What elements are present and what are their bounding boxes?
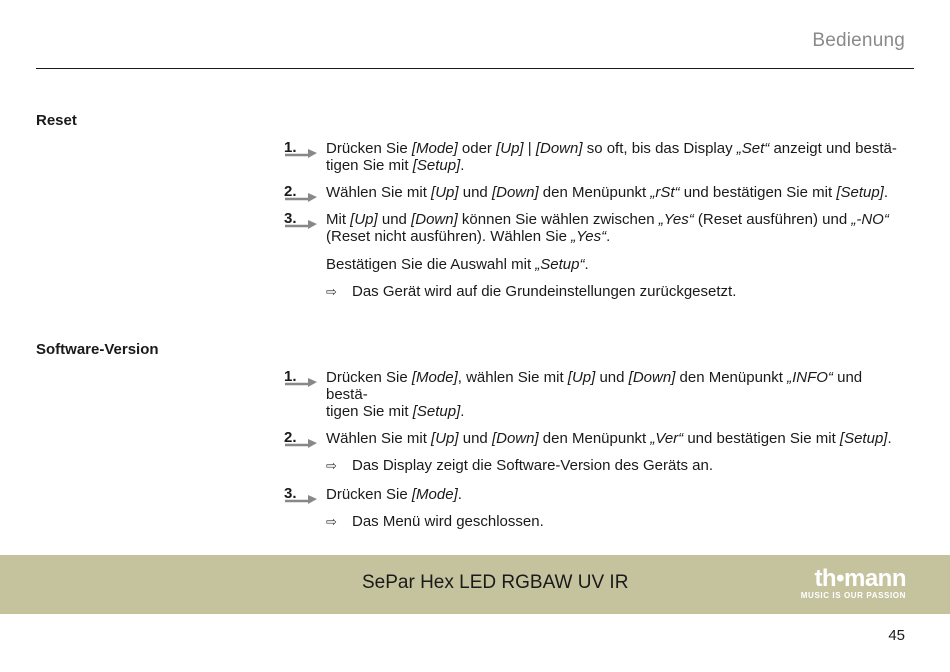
logo-tagline: MUSIC IS OUR PASSION bbox=[800, 591, 906, 600]
step-number-label: 2. bbox=[284, 183, 297, 200]
result-line bbox=[284, 513, 904, 530]
result-arrow-icon: ⇨ bbox=[326, 458, 337, 473]
footer-band bbox=[0, 555, 950, 614]
confirm-text: Bestätigen Sie die Auswahl mit „Setup“. bbox=[326, 256, 589, 273]
step bbox=[284, 140, 904, 174]
step-text: Drücken Sie [Mode]. bbox=[326, 486, 462, 503]
step bbox=[284, 184, 904, 201]
step-number-label: 3. bbox=[284, 210, 297, 227]
step-number-label: 1. bbox=[284, 368, 297, 385]
step-text: Drücken Sie [Mode] oder [Up] | [Down] so oft, bis das Display „Set“ anzeigt und bestä- tigen Sie mit [Setup]. bbox=[326, 140, 897, 174]
step-arrow-icon bbox=[285, 192, 317, 202]
step-number-label: 2. bbox=[284, 429, 297, 446]
step-number bbox=[284, 429, 316, 446]
step bbox=[284, 486, 904, 503]
section-title-software-version: Software-Version bbox=[36, 341, 159, 358]
step-arrow-icon bbox=[285, 494, 317, 504]
result-text: Das Display zeigt die Software-Version des Geräts an. bbox=[352, 457, 714, 474]
software-steps bbox=[284, 369, 904, 530]
step-arrow-icon bbox=[285, 438, 317, 448]
result-text: Das Gerät wird auf die Grundeinstellungen zurückgesetzt. bbox=[352, 283, 737, 300]
page-header-title: Bedienung bbox=[812, 30, 905, 51]
step-text: Mit [Up] und [Down] können Sie wählen zwischen „Yes“ (Reset ausführen) und „-NO“ (Reset nicht ausführen). Wählen Sie „Yes“. bbox=[326, 211, 889, 245]
step-arrow-icon bbox=[285, 377, 317, 387]
result-line bbox=[284, 283, 904, 300]
result-arrow-icon: ⇨ bbox=[326, 514, 337, 529]
result-line bbox=[284, 457, 904, 474]
step-text: Drücken Sie [Mode], wählen Sie mit [Up] und [Down] den Menüpunkt „INFO“ und bestä- tigen Sie mit [Setup]. bbox=[326, 369, 863, 420]
step-number bbox=[284, 183, 316, 200]
reset-steps bbox=[284, 140, 904, 300]
step bbox=[284, 211, 904, 245]
step-number bbox=[284, 139, 316, 156]
step-number bbox=[284, 485, 316, 502]
step-number bbox=[284, 210, 316, 227]
thomann-logo bbox=[801, 567, 906, 601]
result-arrow-icon: ⇨ bbox=[326, 284, 337, 299]
step-arrow-icon bbox=[285, 148, 317, 158]
step bbox=[284, 369, 904, 420]
step-number bbox=[284, 368, 316, 385]
footer-product-name: SePar Hex LED RGBAW UV IR bbox=[362, 572, 629, 593]
step-text: Wählen Sie mit [Up] und [Down] den Menüpunkt „Ver“ und bestätigen Sie mit [Setup]. bbox=[326, 430, 892, 447]
step-number-label: 1. bbox=[284, 139, 297, 156]
step bbox=[284, 430, 904, 447]
logo-wordmark: th•mann bbox=[814, 565, 906, 592]
result-text: Das Menü wird geschlossen. bbox=[352, 513, 544, 530]
step-text: Wählen Sie mit [Up] und [Down] den Menüpunkt „rSt“ und bestätigen Sie mit [Setup]. bbox=[326, 184, 889, 201]
header-divider bbox=[36, 68, 914, 69]
section-title-reset: Reset bbox=[36, 112, 77, 129]
step-number-label: 3. bbox=[284, 485, 297, 502]
step-arrow-icon bbox=[285, 219, 317, 229]
page-number: 45 bbox=[888, 627, 905, 644]
